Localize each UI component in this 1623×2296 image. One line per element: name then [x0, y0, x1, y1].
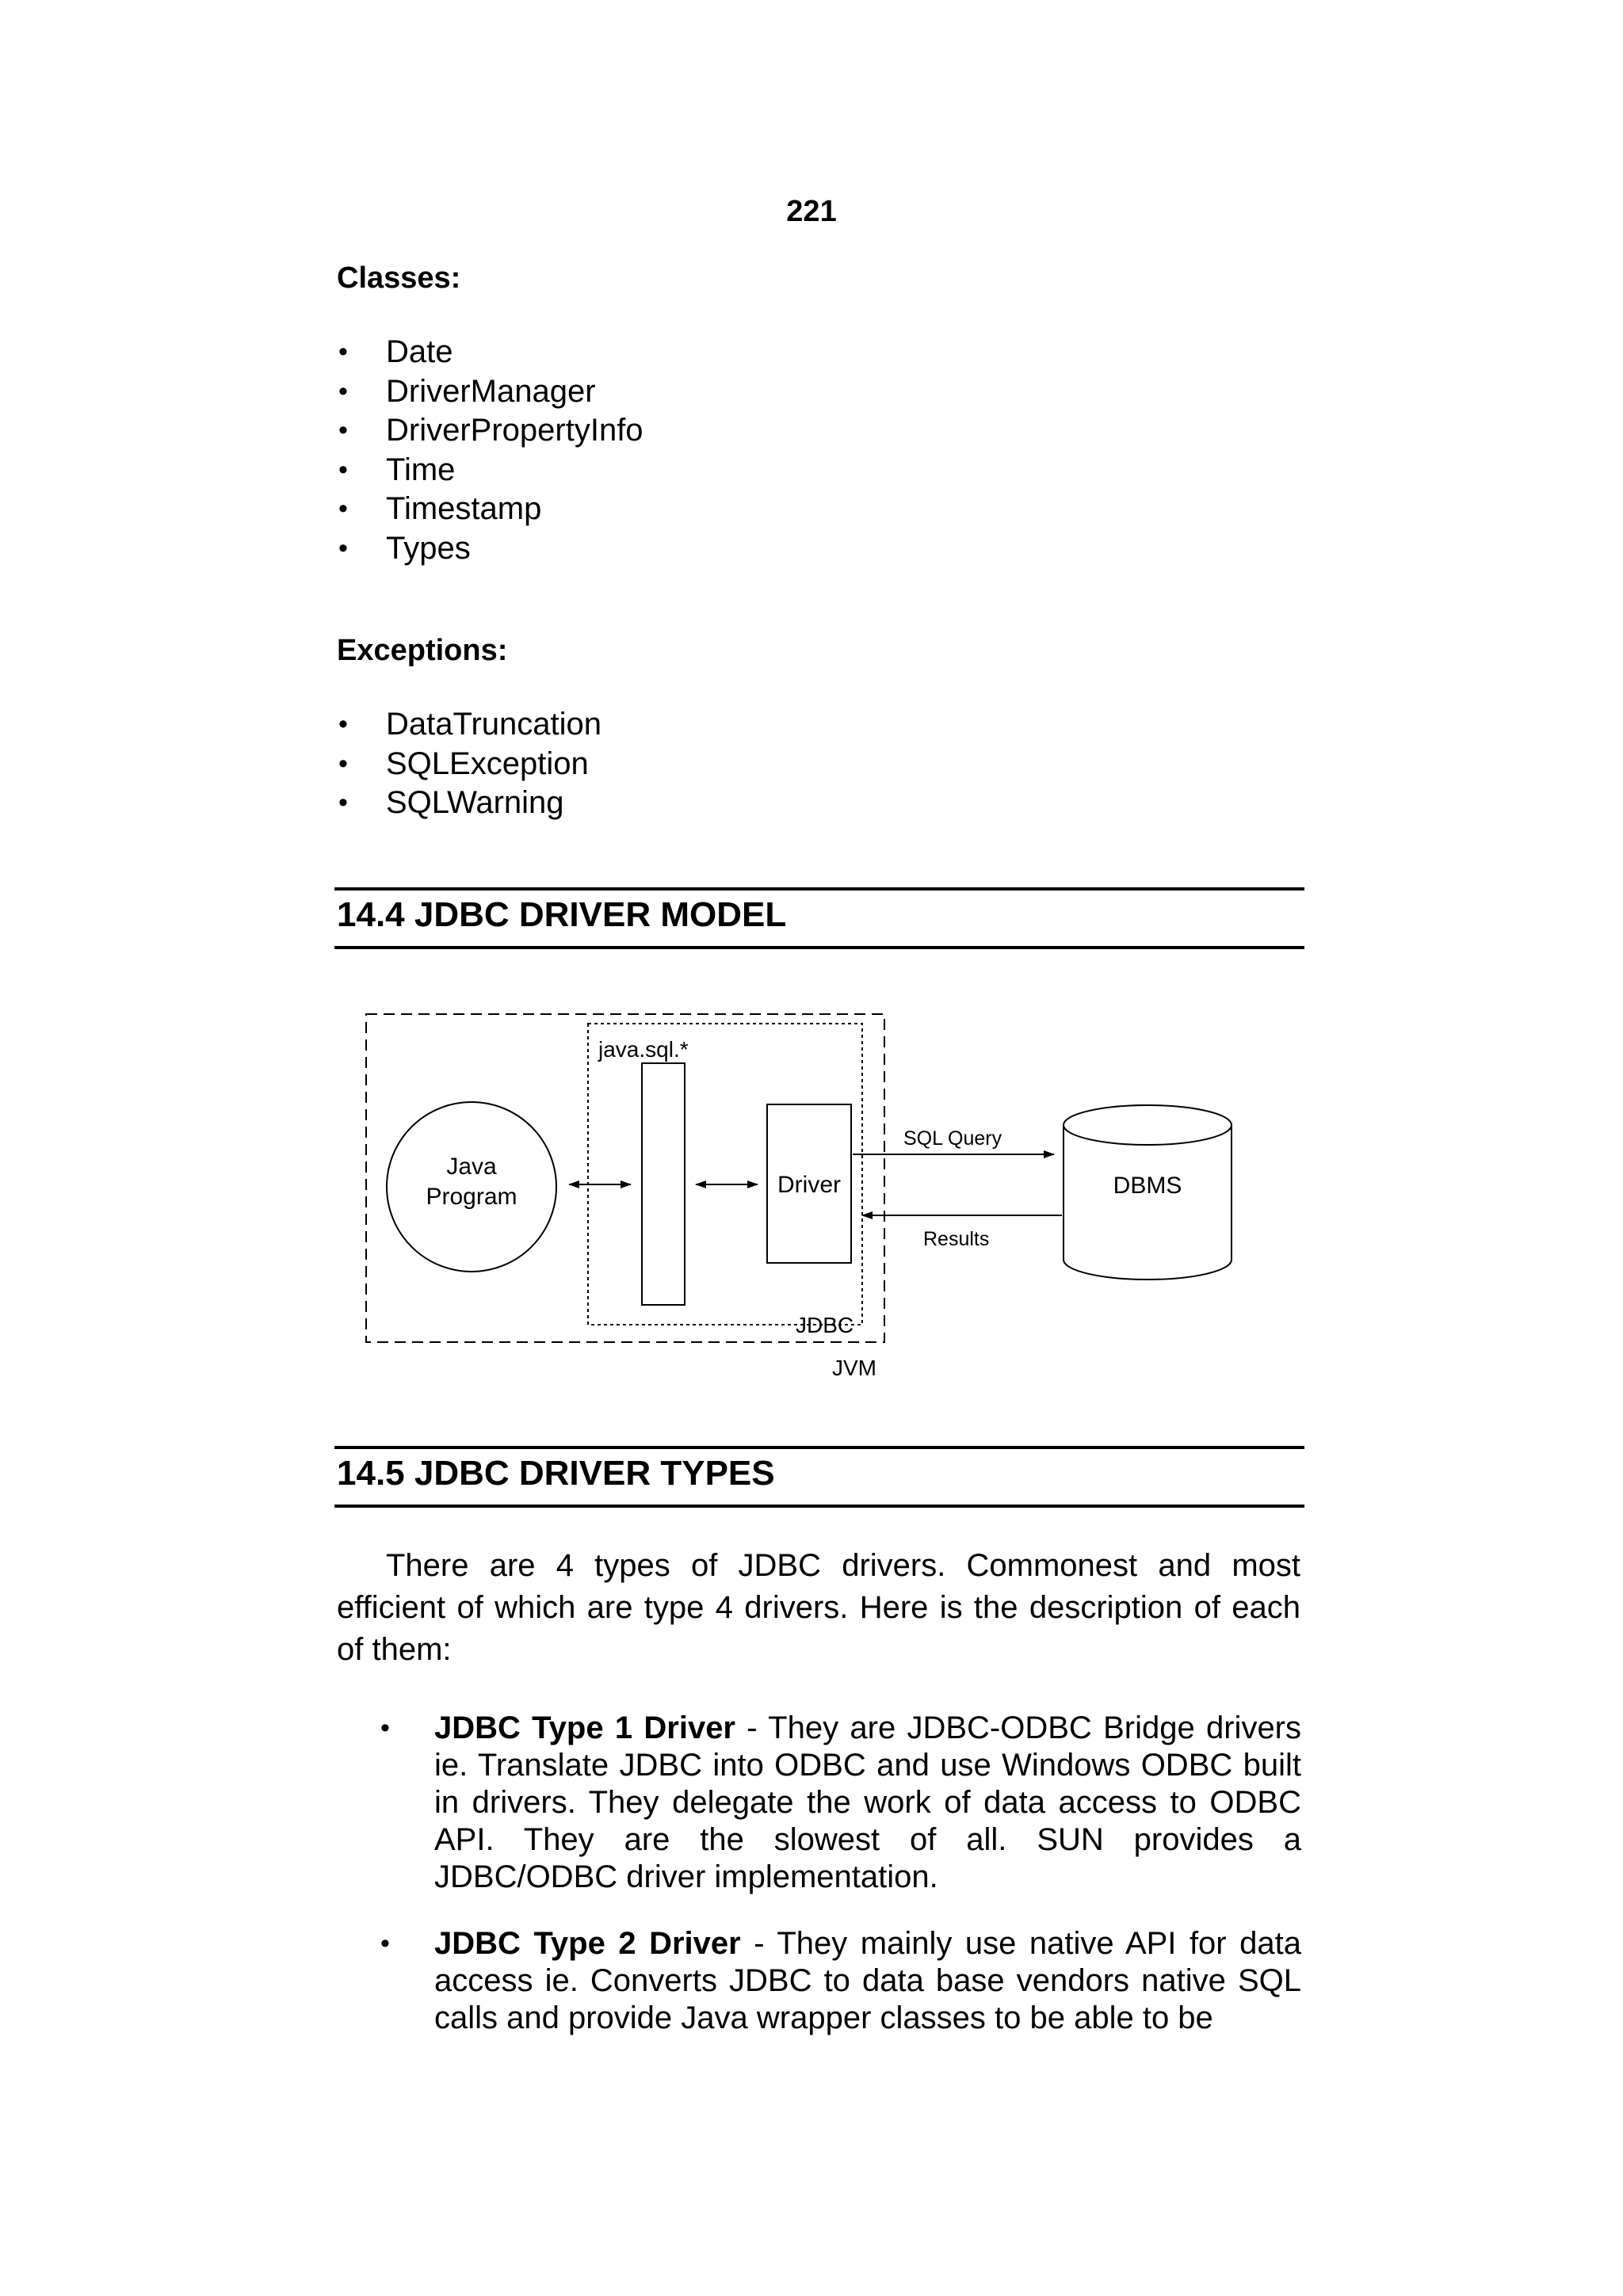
page-number: 221 — [786, 195, 837, 228]
java-program-label: Java — [446, 1154, 497, 1180]
section-rule-bottom — [334, 1505, 1304, 1508]
section-title-14-5: 14.5 JDBC DRIVER TYPES — [337, 1454, 775, 1493]
dbms-node — [1064, 1125, 1232, 1280]
list-item: • Date — [337, 333, 643, 372]
list-item: • DriverPropertyInfo — [337, 411, 643, 451]
driver-label: Driver — [777, 1172, 841, 1198]
java-sql-api-bar — [642, 1063, 685, 1305]
jdbc-label: JDBC — [796, 1313, 854, 1337]
jvm-label: JVM — [832, 1356, 876, 1380]
exceptions-list — [337, 705, 601, 823]
driver-type-description: - They mainly use native API for data access ie. Converts JDBC to data base vendors native SQL calls and provide Java wrapper classes to be able to be — [434, 1926, 1301, 2035]
list-item: • Timestamp — [337, 490, 643, 529]
exceptions-heading: Exceptions: — [337, 634, 508, 667]
jdbc-driver-model-diagram — [349, 1006, 1252, 1402]
driver-type-description: - They are JDBC-ODBC Bridge drivers ie. Translate JDBC into ODBC and use Windows ODBC built in drivers. They delegate the work of data access to ODBC API. They are the slowest of all. SUN provides a JDBC/ODBC driver implementation. — [434, 1711, 1302, 1894]
section-rule-bottom — [334, 946, 1304, 949]
package-label: java.sql.* — [598, 1037, 689, 1062]
classes-heading: Classes: — [337, 261, 461, 295]
list-item: • Time — [337, 451, 643, 490]
dbms-label: DBMS — [1113, 1173, 1182, 1199]
dbms-top — [1064, 1105, 1232, 1145]
results-label: Results — [923, 1228, 990, 1250]
driver-type-name: JDBC Type 1 Driver — [434, 1711, 736, 1745]
list-item: • SQLException — [337, 745, 601, 784]
list-item — [380, 1925, 1301, 2037]
list-item: • Types — [337, 529, 643, 569]
section-title-14-4: 14.4 JDBC DRIVER MODEL — [337, 895, 787, 934]
section-rule-top — [334, 887, 1304, 891]
classes-list — [337, 333, 643, 568]
section-rule-top — [334, 1446, 1304, 1449]
intro-paragraph: There are 4 types of JDBC drivers. Commonest and most efficient of which are type 4 drivers. Here is the description of each of them: — [337, 1548, 1300, 1667]
list-item: • DriverManager — [337, 372, 643, 412]
sql-query-label: SQL Query — [903, 1127, 1002, 1150]
list-item: • SQLWarning — [337, 784, 601, 823]
list-item: • DataTruncation — [337, 705, 601, 745]
list-item — [380, 1710, 1301, 1896]
java-program-label: Program — [426, 1184, 517, 1210]
driver-type-name: JDBC Type 2 Driver — [434, 1926, 741, 1961]
driver-types-list — [380, 1710, 1301, 2037]
